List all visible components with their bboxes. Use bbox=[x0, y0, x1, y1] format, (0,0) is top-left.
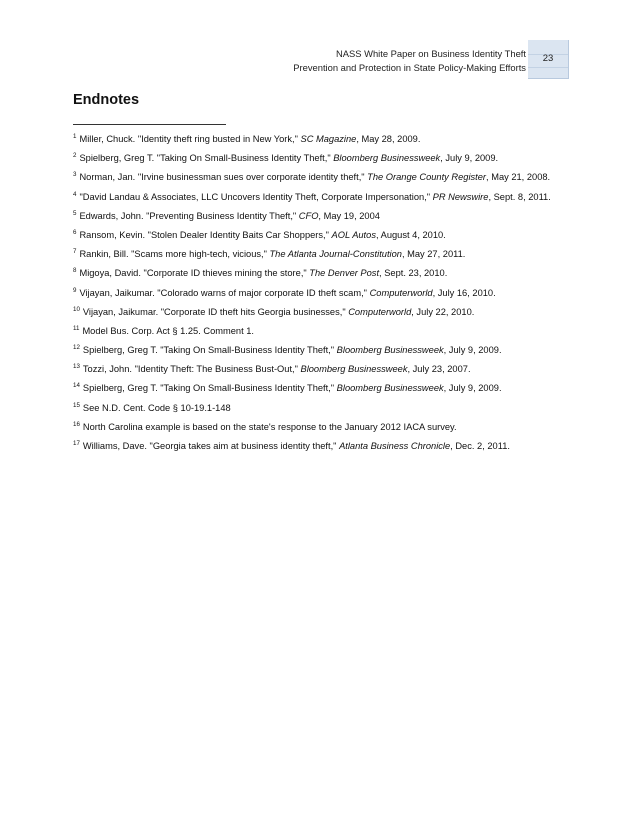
footnote-separator bbox=[73, 124, 226, 125]
page-number-badge bbox=[528, 40, 569, 79]
endnote-item: $^2$ Spielberg, Greg T. "Taking On Small-Business Identity Theft," Bloomberg Businessweek, July 9, 2009. bbox=[73, 152, 499, 164]
section-title: Endnotes bbox=[73, 92, 140, 108]
endnote-number: 8 bbox=[73, 267, 77, 275]
endnote-number: 2 bbox=[73, 152, 77, 160]
endnote-number: 9 bbox=[73, 286, 77, 294]
endnote-number: 15 bbox=[73, 401, 80, 409]
endnote-item: $^{17}$ Williams, Dave. "Georgia takes aim at business identity theft," Atlanta Business Chronicle, Dec. 2, 2011. bbox=[73, 440, 510, 451]
endnote-number: 5 bbox=[73, 209, 77, 217]
endnote-item: $^{15}$ See N.D. Cent. Code § 10-19.1-148 bbox=[73, 401, 231, 413]
endnote-number: 3 bbox=[73, 171, 77, 179]
endnote-item: $^{14}$ Spielberg, Greg T. "Taking On Small-Business Identity Theft," Bloomberg Businessweek, July 9, 2009. bbox=[73, 382, 502, 394]
header-subtitle-line: Prevention and Protection in State Policy-Making Efforts bbox=[293, 62, 526, 73]
endnote-item: $^6$ Ransom, Kevin. "Stolen Dealer Identity Baits Car Shoppers," AOL Autos, August 4, 2010. bbox=[73, 228, 446, 240]
endnote-number: 4 bbox=[73, 190, 77, 198]
endnote-item: $^4$ "David Landau & Associates, LLC Uncovers Identity Theft, Corporate Impersonation," PR Newswire, Sept. 8, 2011. bbox=[73, 190, 551, 202]
endnote-number: 7 bbox=[73, 248, 77, 256]
endnote-item: $^8$ Migoya, David. "Corporate ID thieves mining the store," The Denver Post, Sept. 23, 2010. bbox=[73, 267, 448, 279]
page-number: 23 bbox=[542, 53, 554, 64]
endnote-item: $^5$ Edwards, John. "Preventing Business Identity Theft," CFO, May 19, 2004 bbox=[73, 209, 380, 221]
endnote-number: 12 bbox=[73, 344, 80, 352]
endnote-item: $^7$ Rankin, Bill. "Scams more high-tech, vicious," The Atlanta Journal-Constitution, May 27, 2011. bbox=[73, 248, 466, 260]
endnote-number: 16 bbox=[73, 420, 80, 428]
running-header bbox=[293, 47, 526, 75]
endnote-item: $^3$ Norman, Jan. "Irvine businessman sues over corporate identity theft," The Orange County Register, May 21, 2008. bbox=[73, 171, 551, 183]
endnote-item: $^{10}$ Vijayan, Jaikumar. "Corporate ID theft hits Georgia businesses," Computerworld, July 22, 2010. bbox=[73, 305, 475, 317]
endnote-number: 1 bbox=[73, 133, 77, 140]
endnote-item: $^{12}$ Spielberg, Greg T. "Taking On Small-Business Identity Theft," Bloomberg Businessweek, July 9, 2009. bbox=[73, 344, 502, 356]
header-title-line: NASS White Paper on Business Identity Theft bbox=[335, 48, 526, 59]
endnote-item: $^9$ Vijayan, Jaikumar. "Colorado warns of major corporate ID theft scam," Computerworld, July 16, 2010. bbox=[73, 286, 496, 298]
endnote-item: $^1$ Miller, Chuck. "Identity theft ring busted in New York," SC Magazine, May 28, 2009. bbox=[73, 133, 421, 144]
endnote-number: 13 bbox=[73, 363, 80, 371]
endnote-number: 11 bbox=[73, 324, 80, 332]
endnote-item: $^{11}$ Model Bus. Corp. Act § 1.25. Comment 1. bbox=[73, 324, 254, 336]
endnote-item: $^{16}$ North Carolina example is based on the state's response to the January 2012 IACA survey. bbox=[73, 420, 457, 432]
endnote-item: $^{13}$ Tozzi, John. "Identity Theft: The Business Bust-Out," Bloomberg Businessweek, July 23, 2007. bbox=[73, 363, 471, 375]
endnote-number: 10 bbox=[73, 305, 80, 313]
endnote-list bbox=[73, 131, 573, 457]
endnote-number: 6 bbox=[73, 228, 77, 236]
endnote-number: 14 bbox=[73, 382, 80, 390]
endnote-number: 17 bbox=[73, 440, 80, 447]
badge-divider bbox=[528, 67, 568, 68]
